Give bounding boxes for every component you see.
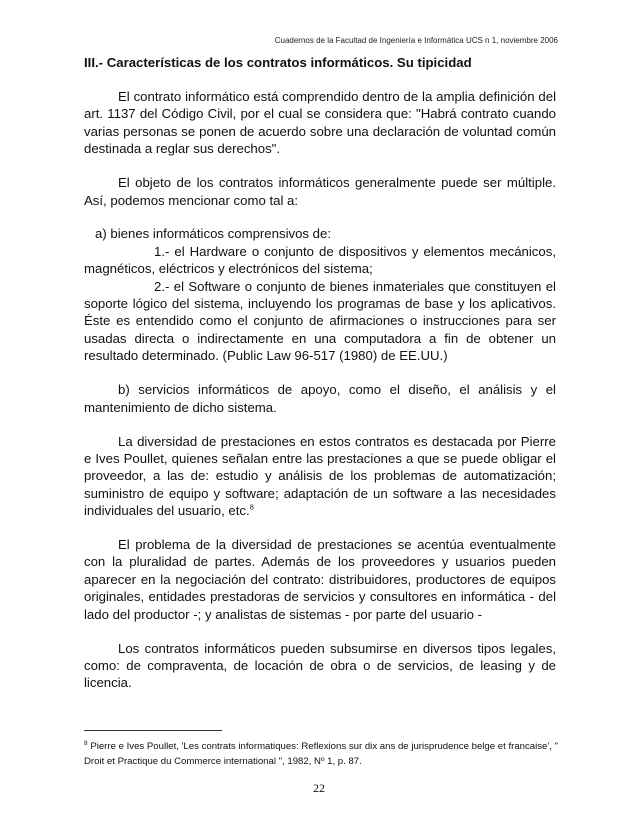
list-item-servicios-informaticos: b) servicios informáticos de apoyo, como el diseño, el análisis y el mantenimiento de dicho sistema. (84, 382, 556, 415)
running-header: Cuadernos de la Facultad de Ingeniería e Informática UCS n 1, noviembre 2006 (274, 36, 558, 45)
paragraph-pluralidad-partes: El problema de la diversidad de prestaciones se acentúa eventualmente con la pluralidad de partes. Además de los proveedores y usuarios pueden aparecer en la negociación del contrato: distribuidores, productores de equipos originales, entidades prestadoras de servicios y consultores en informática - del lado del productor -; y analistas de sistemas - por parte del usuario - (84, 537, 556, 622)
footnote-text: Pierre e Ives Poullet, 'Les contrats informatiques: Reflexions sur dix ans de jurisprudence belge et francaise', " Droit et Practique du Commerce international ", 1982, Nº 1, p. 87. (84, 741, 558, 767)
footnote-reference[interactable]: 8 (249, 502, 254, 512)
paragraph-prestaciones (84, 433, 556, 520)
list-item-software: 2.- el Software o conjunto de bienes inmateriales que constituyen el soporte lógico del sistema, incluyendo los programas de base y los aplicativos. Éste es entendido como el conjunto de afirmaciones o instrucciones para ser usadas directa o indirectamente en una computadora a fin de obtener un resultado determinado. (Public Law 96-517 (1980) de EE.UU.) (84, 278, 556, 364)
section-title: III.- Características de los contratos informáticos. Su tipicidad (84, 55, 472, 70)
paragraph-contract-object: El objeto de los contratos informáticos generalmente puede ser múltiple. Así, podemos mencionar como tal a: (84, 175, 556, 208)
list-item-hardware: 1.- el Hardware o conjunto de dispositivos y elementos mecánicos, magnéticos, eléctricos y electrónicos del sistema; (84, 243, 556, 277)
page-number: 22 (313, 781, 325, 795)
footnote-divider (84, 730, 222, 731)
paragraph-tipos-legales: Los contratos informáticos pueden subsumirse en diversos tipos legales, como: de compraventa, de locación de obra o de servicios, de leasing y de licencia. (84, 640, 556, 691)
footnote-mark: 8 (84, 739, 88, 747)
list-item-bienes-informaticos: a) bienes informáticos comprensivos de: (95, 226, 332, 242)
footnote (84, 739, 558, 769)
body-text (84, 88, 556, 708)
paragraph-contract-definition: El contrato informático está comprendido dentro de la amplia definición del art. 1137 del Código Civil, por el cual se considera que: "Habrá contrato cuando varias personas se ponen de acuerdo sobre una declaración de voluntad común destinada a reglar sus derechos". (84, 89, 556, 157)
paragraph-prestaciones-text: La diversidad de prestaciones en estos contratos es destacada por Pierre e Ives Poullet, quienes señalan entre las prestaciones a que se puede obligar el proveedor, a las de: estudio y análisis de los problemas de automatización; suministro de equipo y software; adaptación de un software a las necesidades individuales del usuario, etc. (84, 433, 556, 519)
